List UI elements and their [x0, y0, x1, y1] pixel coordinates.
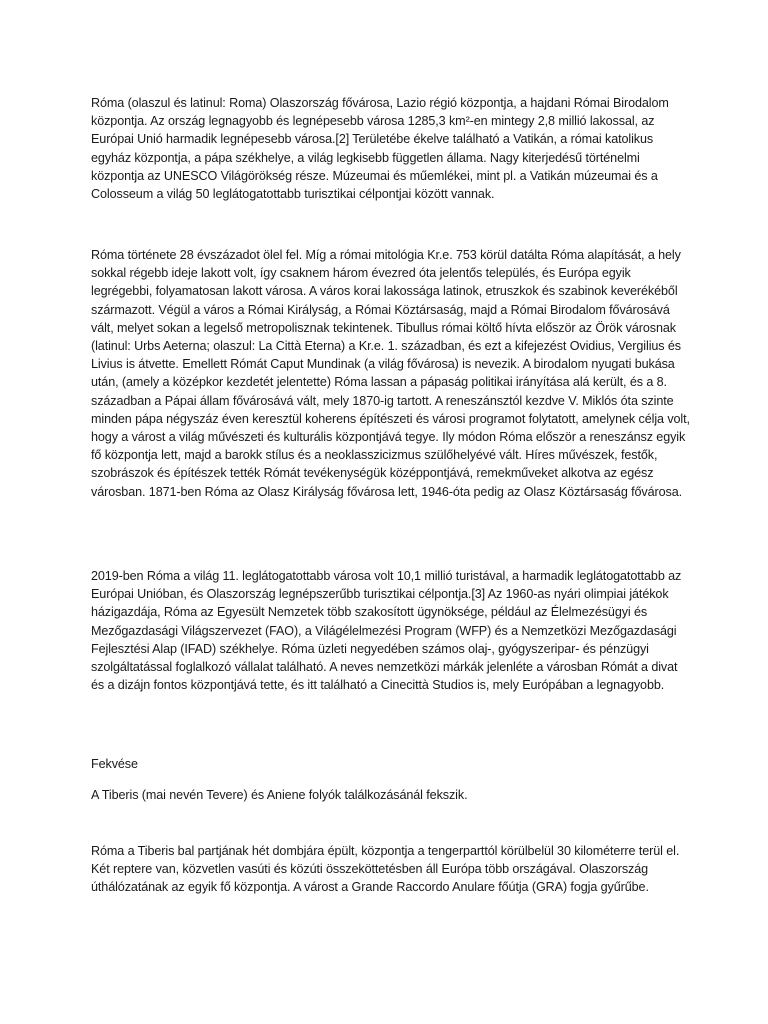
paragraph-tourism: 2019-ben Róma a világ 11. leglátogatottabb városa volt 10,1 millió turistával, a harmadik leglátogatottabb az Európai Unióban, és Olaszország legnépszerűbb turisztikai célpontja.[3] Az 1960-as nyári olimpiai játékok házigazdája, Róma az Egyesült Nemzetek több szakosított ügynöksége, például az Élelmezésügyi és Mezőgazdasági Világszervezet (FAO), a Világélelmezési Program (WFP) és a Nemzetközi Mezőgazdasági Fejlesztési Alap (IFAD) székhelye. Róma üzleti negyedében számos olaj-, gyógyszeripar- és pénzügyi szolgáltatással foglalkozó vállalat található. A neves nemzetközi márkák jelenléte a városban Rómát a divat és a dizájn fontos központjává tette, és itt található a Cinecittà Studios is, mely Európában a legnagyobb. [91, 569, 682, 693]
paragraph-intro: Róma (olaszul és latinul: Roma) Olaszország fővárosa, Lazio régió központja, a hajdani Római Birodalom központja. Az ország legnagyobb és legnépesebb városa 1285,3 km²-en mintegy 2,8 millió lakossal, az Európai Unió harmadik legnépesebb városa.[2] Területébe ékelve található a Vatikán, a római katolikus egyház központja, a pápa székhelye, a világ legkisebb független állama. Nagy kiterjedésű történelmi központja az UNESCO Világörökség része. Múzeumai és műemlékei, mint pl. a Vatikán múzeumai és a Colosseum a világ 50 leglátogatottabb turisztikai célpontjai között vannak. [91, 96, 669, 202]
paragraph-location: Róma a Tiberis bal partjának hét dombjára épült, központja a tengerparttól körülbelül 30 kilométerre terül el. Két reptere van, közvetlen vasúti és közúti összeköttetésben áll Európa több országával. Olaszország úthálózatának az egyik fő központja. A várost a Grande Raccordo Anulare főútja (GRA) fogja gyűrűbe. [91, 844, 680, 895]
paragraph-rivers: A Tiberis (mai nevén Tevere) és Aniene folyók találkozásánál fekszik. [91, 788, 468, 802]
paragraph-history: Róma története 28 évszázadot ölel fel. Míg a római mitológia Kr.e. 753 körül datálta Róma alapítását, a hely sokkal régebb ideje lakott volt, így csaknem három évezred óta jelentős település, és Európa egyik legrégebbi, folyamatosan lakott városa. A város korai lakossága latinok, etruszkok és szabinok keverékéből származott. Végül a város a Római Királyság, a Római Köztársaság, majd a Római Birodalom fővárosává vált, melyet sokan a legelső metropolisznak tekintenek. Tibullus római költő hívta először az Örök városnak (latinul: Urbs Aeterna; olaszul: La Città Eterna) a Kr.e. 1. században, és ezt a kifejezést Ovidius, Vergilius és Livius is átvette. Emellett Rómát Caput Mundinak (a világ fővárosa) is nevezik. A birodalom nyugati bukása után, (amely a középkor kezdetét jelentette) Róma lassan a pápaság politikai irányítása alá került, és a 8. században a Pápai állam fővárosává vált, mely 1870-ig tartott. A reneszánsztól kezdve V. Miklós óta szinte minden pápa négyszáz éven keresztül koherens építészeti és városi programot folytatott, amelynek célja volt, hogy a várost a világ művészeti és kulturális központjává tegye. Ily módon Róma először a reneszánsz egyik fő központja lett, majd a barokk stílus és a neoklasszicizmus szülőhelyévé vált. Híres művészek, festők, szobrászok és építészek tették Rómát tevékenységük középpontjává, remekműveket alkotva az egész városban. 1871-ben Róma az Olasz Királyság fővárosa lett, 1946-óta pedig az Olasz Köztársaság fővárosa. [91, 248, 690, 499]
section-heading: Fekvése [91, 757, 138, 771]
